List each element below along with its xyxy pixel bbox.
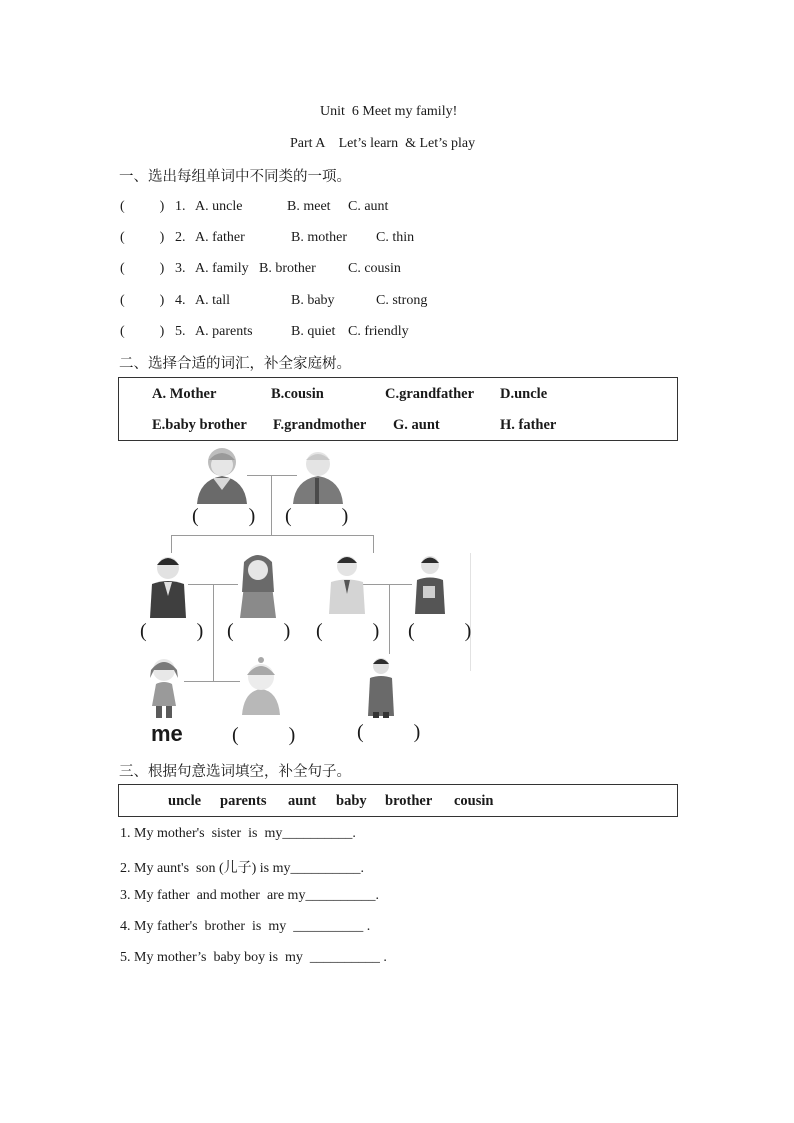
- tree-line: [271, 475, 272, 536]
- me-girl-figure-icon: [144, 656, 184, 720]
- grandmother-figure-icon: [195, 444, 249, 504]
- question-number: 5.: [175, 324, 186, 339]
- question-number: 1.: [175, 199, 186, 214]
- option-grandfather: C.grandfather: [385, 386, 475, 402]
- word-bank-box: [118, 784, 678, 817]
- sentence-3[interactable]: 3. My father and mother are my__________.: [120, 888, 379, 903]
- blank-father[interactable]: ( ): [140, 620, 204, 642]
- answer-blank[interactable]: ( ): [120, 230, 165, 245]
- option-grandmother: F.grandmother: [273, 417, 367, 433]
- blank-uncle[interactable]: ( ): [316, 620, 380, 642]
- grandfather-figure-icon: [291, 444, 345, 504]
- option-baby-brother: E.baby brother: [152, 417, 247, 433]
- option-c: C. strong: [376, 293, 428, 308]
- word-aunt: aunt: [288, 793, 317, 809]
- uncle-figure-icon: [326, 552, 368, 616]
- question-number: 3.: [175, 261, 186, 276]
- option-a: A. tall: [195, 293, 230, 308]
- option-uncle: D.uncle: [500, 386, 548, 402]
- option-b: B. baby: [291, 293, 335, 308]
- tree-line: [171, 535, 172, 553]
- mother-figure-icon: [232, 552, 284, 620]
- father-figure-icon: [148, 552, 188, 620]
- answer-blank[interactable]: ( ): [120, 199, 165, 214]
- tree-line: [213, 584, 214, 681]
- question-number: 4.: [175, 293, 186, 308]
- option-b: B. meet: [287, 199, 331, 214]
- option-a: A. family: [195, 261, 249, 276]
- blank-aunt[interactable]: ( ): [408, 620, 472, 642]
- option-a: A. parents: [195, 324, 253, 339]
- page-title: Unit 6 Meet my family!: [320, 104, 458, 119]
- sentence-2[interactable]: 2. My aunt's son (儿子) is my__________.: [120, 861, 365, 876]
- option-c: C. aunt: [348, 199, 389, 214]
- baby-brother-figure-icon: [238, 657, 284, 717]
- tree-line: [247, 475, 297, 476]
- page-subtitle: Part A Let’s learn & Let’s play: [290, 136, 476, 151]
- option-mother: A. Mother: [152, 386, 217, 402]
- option-aunt: G. aunt: [393, 417, 440, 433]
- option-b: B. mother: [291, 230, 347, 245]
- blank-baby-brother[interactable]: ( ): [232, 724, 296, 746]
- answer-blank[interactable]: ( ): [120, 293, 165, 308]
- word-uncle: uncle: [168, 793, 202, 809]
- blank-cousin[interactable]: ( ): [357, 721, 421, 743]
- tree-line: [470, 553, 471, 671]
- blank-grandmother[interactable]: ( ): [192, 505, 256, 527]
- blank-grandfather[interactable]: ( ): [285, 505, 349, 527]
- tree-line: [389, 584, 390, 654]
- word-baby: baby: [336, 793, 367, 809]
- tree-line: [171, 535, 374, 536]
- blank-mother[interactable]: ( ): [227, 620, 291, 642]
- me-label: me: [151, 721, 183, 746]
- sentence-5[interactable]: 5. My mother’s baby boy is my __________ .: [120, 950, 387, 965]
- word-brother: brother: [385, 793, 433, 809]
- tree-line: [184, 681, 240, 682]
- cousin-figure-icon: [365, 656, 397, 720]
- sentence-1[interactable]: 1. My mother's sister is my__________.: [120, 826, 356, 841]
- option-c: C. thin: [376, 230, 415, 245]
- option-cousin: B.cousin: [271, 386, 324, 402]
- option-father: H. father: [500, 417, 557, 433]
- word-bank-box: [118, 377, 678, 441]
- tree-line: [373, 535, 374, 553]
- aunt-figure-icon: [412, 552, 448, 616]
- option-b: B. quiet: [291, 324, 336, 339]
- word-cousin: cousin: [454, 793, 494, 809]
- option-b: B. brother: [259, 261, 316, 276]
- option-a: A. uncle: [195, 199, 243, 214]
- question-number: 2.: [175, 230, 186, 245]
- option-c: C. cousin: [348, 261, 401, 276]
- section2-heading: 二、选择合适的词汇，补全家庭树。: [119, 356, 351, 372]
- sentence-4[interactable]: 4. My father's brother is my __________ .: [120, 919, 371, 934]
- section3-heading: 三、根据句意选词填空，补全句子。: [119, 764, 351, 780]
- option-c: C. friendly: [348, 324, 409, 339]
- section1-heading: 一、选出每组单词中不同类的一项。: [119, 169, 351, 185]
- word-parents: parents: [220, 793, 267, 809]
- answer-blank[interactable]: ( ): [120, 324, 165, 339]
- option-a: A. father: [195, 230, 245, 245]
- answer-blank[interactable]: ( ): [120, 261, 165, 276]
